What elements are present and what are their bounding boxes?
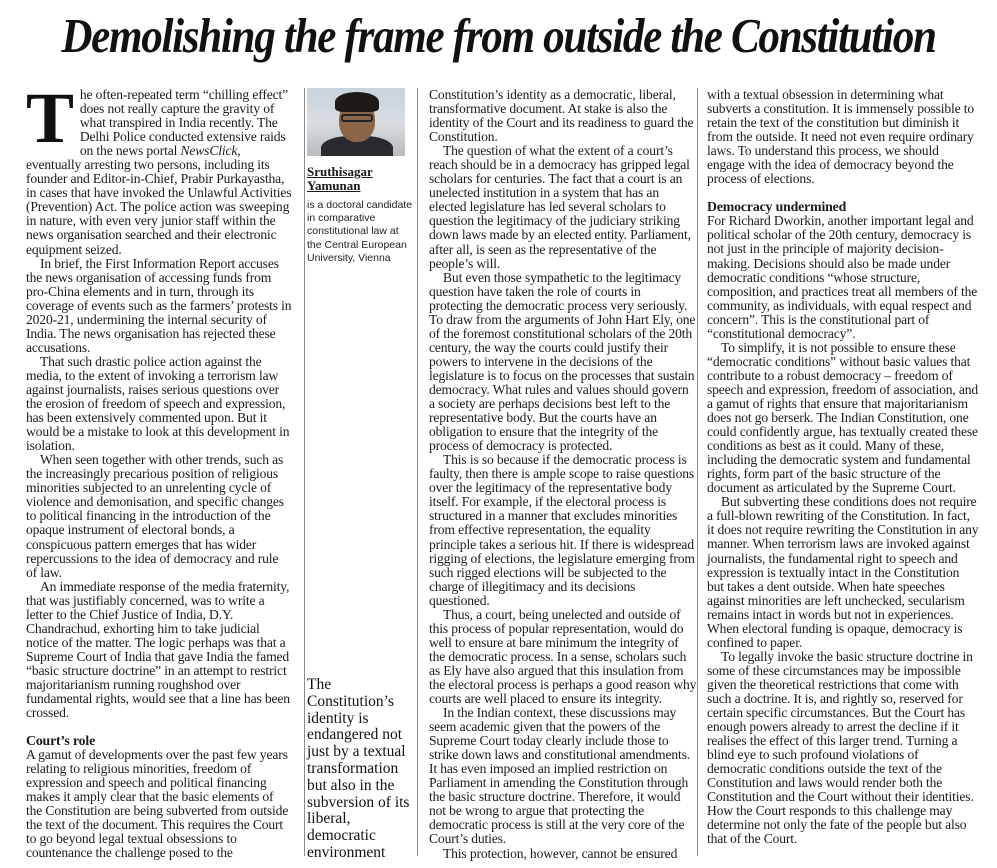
- paragraph: For Richard Dworkin, another important legal and political scholar of the 20th century, democracy is not just in the principle of majority decision-making. Decisions should also be made under democratic conditions “whose structure, composition, and practices treat all members of the community, as individuals, with equal respect and concern”. This is the constitutional part of “constitutional democracy”.: [707, 213, 978, 341]
- paragraph: with a textual obsession in determining what subverts a constitution. It is immensely possible to retain the text of the constitution but diminish it from the outside. It need not even require ordinary laws. To understand this process, we should engage with the idea of democracy beyond the process of elections.: [707, 87, 975, 187]
- subheading-democracy-undermined: Democracy undermined: [707, 199, 847, 215]
- paragraph: In the Indian context, these discussions may seem academic given that the powers of the Supreme Court today clearly include those to strike down laws and constitutional amendments. It has even imposed an implied restriction on Parliament in amending the Constitution through the basic structure doctrine. Therefore, it would not be wrong to argue that protecting the democratic process is still at the very core of the Court’s duties.: [429, 705, 691, 847]
- author-name[interactable]: Sruthisagar Yamunan: [307, 164, 373, 193]
- paragraph: But subverting these conditions does not require a full-blown rewriting of the Constitution. In fact, it does not require rewriting the Constitution in any manner. When terrorism laws are invoked against journalists, the fundamental right to speech and expression is textually intact in the Constitution but takes a dent outside. When hate speeches against minorities are left unchecked, secularism remains intact in words but not in experiences. When electoral funding is opaque, democracy is confined to paper.: [707, 494, 979, 650]
- article-column-3: [429, 88, 697, 861]
- column-divider: [697, 88, 698, 856]
- article-column-4: [707, 88, 979, 846]
- author-photo: [307, 88, 405, 156]
- paragraph: The question of what the extent of a court’s reach should be in a democracy has gripped legal scholars for centuries. The fact that a court is an unelected institution in a system that has an elected legislature has led several scholars to question the legitimacy of the judiciary striking down laws made by an elected entity. Parliament, after all, is seen as the representative of the people’s will.: [429, 143, 691, 271]
- paragraph: This is so because if the democratic process is faulty, then there is ample scope to raise questions over the legitimacy of the representative body itself. For example, if the electoral process is structured in a manner that excludes minorities from effective representation, the equality principle takes a serious hit. If there is widespread rigging of elections, the legislature emerging from such rigged elections will be subjected to the charge of illegitimacy and its decisions questioned.: [429, 452, 695, 608]
- publication-name: NewsClick: [180, 143, 238, 159]
- paragraph: When seen together with other trends, such as the increasingly precarious position of religious minorities subjected to an unrelenting cycle of violence and demonisation, and specific changes to political financing in the introduction of the opaque instrument of electoral bonds, a conspicuous pattern emerges that has wider repercussions to the idea of democracy and rule of law.: [26, 452, 284, 580]
- headline: Demolishing the frame from outside the Constitution: [61, 8, 936, 63]
- drop-cap: T: [26, 78, 74, 158]
- author-bio: is a doctoral candidate in comparative constitutional law at the Central European University, Vienna: [307, 199, 413, 264]
- paragraph: This protection, however, cannot be ensured: [443, 845, 678, 861]
- author-box: [307, 88, 413, 265]
- paragraph: To simplify, it is not possible to ensure these “democratic conditions” without basic values that contribute to a robust democracy – freedom of speech and expression, freedom of association, and a gamut of rights that ensure that majoritarianism does not go berserk. The Indian Constitution, one could confidently argue, has textually created these conditions as best as it could. Many of these, including the democratic system and fundamental rights, form part of the basic structure of the document as articulated by the Supreme Court.: [707, 339, 979, 496]
- paragraph: Thus, a court, being unelected and outside of this process of popular representation, would do well to ensure at bare minimum the integrity of the democratic process. In a sense, scholars such as Ely have also argued that this insulation from the electoral process is perhaps a good reason why courts are well placed to ensure its integrity.: [429, 606, 697, 707]
- paragraph: An immediate response of the media fraternity, that was justifiably concerned, was to write a letter to the Chief Justice of India, D.Y. Chandrachud, exhorting him to take judicial notice of the matter. The logic perhaps was that a Supreme Court of India that gave India the famed “basic structure doctrine” in an attempt to restrict majoritarianism running roughshod over fundamental rights, would see that a line has been crossed.: [26, 578, 290, 721]
- paragraph: That such drastic police action against the media, to the extent of invoking a terrorism law against journalists, raises serious questions over the erosion of freedom of speech and expression, has been extensively commented upon. But it would be a mistake to look at this development in isolation.: [26, 353, 290, 454]
- paragraph: Constitution’s identity as a democratic, liberal, transformative document. At stake is also the identity of the Court and its readiness to guard the Constitution.: [429, 87, 694, 145]
- column-divider: [304, 88, 305, 856]
- paragraph: A gamut of developments over the past few years relating to religious minorities, freedom of expression and speech and political financing makes it amply clear that the basic elements of the Constitution are being subverted from outside the text of the document. This requires the Court to go beyond legal textual obsessions to countenance the challenge posed to the: [26, 747, 289, 861]
- article-column-1: [26, 78, 292, 861]
- column-divider: [417, 88, 418, 856]
- pull-quote: The Constitution’s identity is endangered not just by a textual transformation but also in the subversion of its liberal, democratic environment: [307, 676, 410, 861]
- paragraph: In brief, the First Information Report accuses the news organisation of accessing funds from pro-China elements and in turn, through its coverage of events such as the farmers’ protests in 2020-21, undermining the internal security of India. The news organisation has rejected these accusations.: [26, 255, 292, 355]
- subheading-courts-role: Court’s role: [26, 733, 96, 749]
- paragraph: But even those sympathetic to the legitimacy question have taken the role of courts in protecting the democratic process very seriously. To draw from the arguments of John Hart Ely, one of the foremost constitutional scholars of the 20th century, the way the courts could justify their powers to intervene in the decisions of the legislature is to focus on the processes that sustain democracy. What rules and values should govern a society are perhaps decisions best left to the representative body. But the courts have an obligation to ensure that the integrity of the process of democracy is protected.: [429, 269, 696, 454]
- paragraph: The often-repeated term “chilling effect” does not really capture the gravity of what transpired in India recently. The Delhi Police conducted extensive raids on the news portal NewsClick, eventually arresting two persons, including its founder and Editor-in-Chief, Prabir Purkayastha, in cases that have invoked the Unlawful Activities (Prevention) Act. The police action was sweeping in nature, with even very junior staff within the news organisation searched and their electronic equipment seized.: [26, 78, 292, 257]
- paragraph: To legally invoke the basic structure doctrine in some of these circumstances may be impossible given the theoretical restrictions that come with such a doctrine. It is, and rightly so, reserved for certain specific circumstances. But the Court has enough powers already to arrest the decline if it realises the effect of this larger trend. Turning a blind eye to such profound violations of democratic conditions outside the text of the Constitution and laws would render both the Constitution and the Court without their identities. How the Court responds to this challenge may determine not only the fate of the people but also that of the Court.: [707, 648, 974, 847]
